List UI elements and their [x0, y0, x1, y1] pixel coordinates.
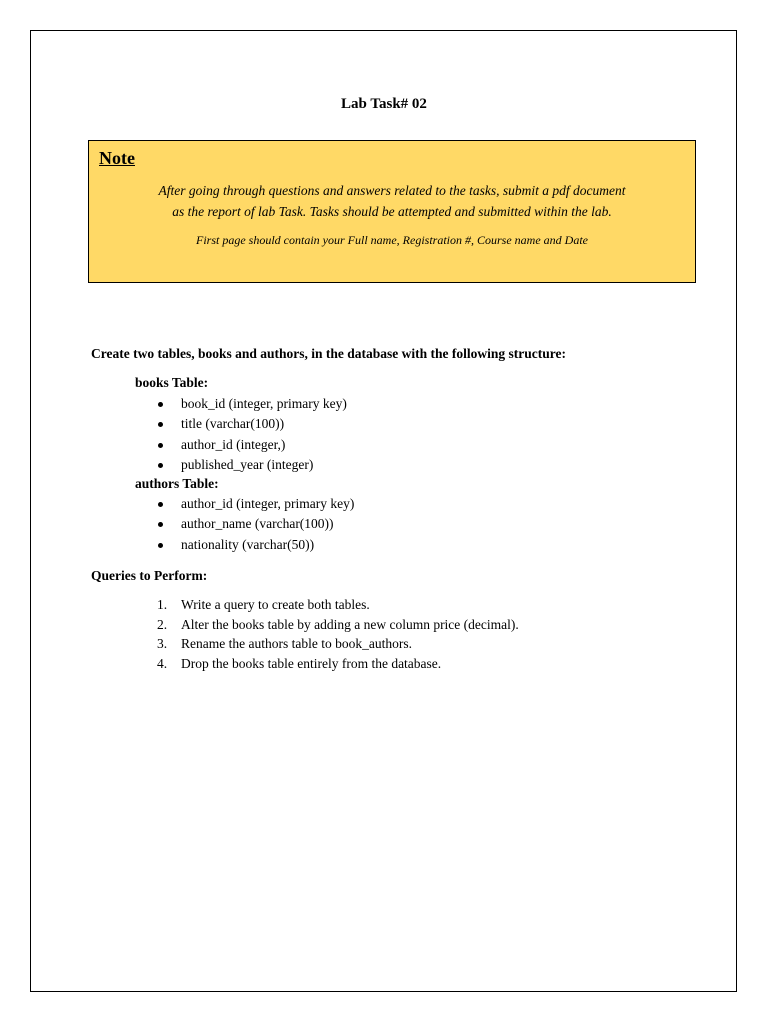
list-item — [157, 435, 347, 455]
list-number: 3. — [157, 636, 168, 651]
column-definition: author_id (integer, primary key) — [181, 496, 355, 511]
books-table-heading: books Table: — [135, 375, 209, 390]
bullet-icon — [158, 422, 163, 427]
authors-table-columns — [157, 494, 354, 555]
query-text: Write a query to create both tables. — [181, 597, 370, 612]
note-box — [88, 140, 696, 283]
query-text: Rename the authors table to book_authors. — [181, 636, 412, 651]
books-table-columns — [157, 394, 347, 476]
list-number: 1. — [157, 597, 168, 612]
bullet-icon — [158, 463, 163, 468]
authors-table-heading: authors Table: — [135, 476, 219, 491]
column-definition: author_id (integer,) — [181, 436, 286, 452]
column-definition: title (varchar(100)) — [181, 416, 285, 432]
note-line-3: First page should contain your Full name, Registration #, Course name and Date — [196, 233, 588, 247]
bullet-icon — [158, 502, 163, 507]
bullet-icon — [158, 543, 163, 548]
queries-list — [150, 595, 519, 673]
bullet-icon — [158, 443, 163, 448]
query-text: Alter the books table by adding a new column price (decimal). — [181, 616, 519, 632]
column-definition: nationality (varchar(50)) — [181, 536, 315, 552]
queries-heading: Queries to Perform: — [91, 568, 208, 583]
list-item — [150, 615, 519, 635]
page-title: Lab Task# 02 — [341, 96, 427, 112]
list-item — [157, 455, 347, 475]
list-item — [157, 494, 354, 514]
column-definition: published_year (integer) — [181, 457, 314, 473]
list-item — [150, 634, 519, 654]
note-line-1: After going through questions and answers related to the tasks, submit a pdf document — [158, 183, 626, 198]
list-item — [150, 654, 519, 674]
instructions-intro: Create two tables, books and authors, in the database with the following structure: — [91, 346, 567, 361]
list-number: 4. — [157, 655, 168, 671]
bullet-icon — [158, 402, 163, 407]
note-line-2: as the report of lab Task. Tasks should be attempted and submitted within the lab. — [172, 204, 612, 219]
note-heading: Note — [99, 148, 135, 168]
list-item — [157, 514, 354, 534]
list-item — [157, 535, 354, 555]
query-text: Drop the books table entirely from the database. — [181, 655, 442, 671]
list-item — [157, 394, 347, 414]
list-number: 2. — [157, 616, 168, 632]
column-definition: author_name (varchar(100)) — [181, 516, 334, 532]
list-item — [150, 595, 519, 615]
list-item — [157, 414, 347, 434]
column-definition: book_id (integer, primary key) — [181, 396, 347, 411]
bullet-icon — [158, 522, 163, 527]
